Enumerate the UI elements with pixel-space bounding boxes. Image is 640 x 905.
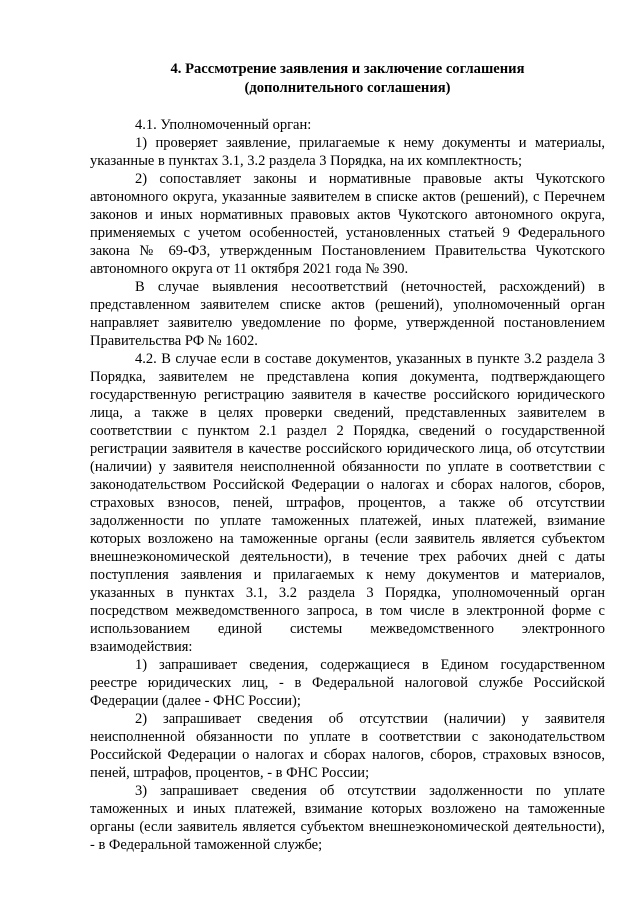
document-page [90, 60, 605, 854]
section-heading [90, 60, 605, 98]
paragraph-4-1-item-2: 2) сопоставляет законы и нормативные правовые акты Чукотского автономного округа, указанные заявителем в списке актов (решений), с Перечнем законов и иных нормативных правовых актов Чукотского автономного округа, применяемых с учетом особенностей, установленных статьей 9 Федерального закона № 69-ФЗ, утвержденным Постановлением Правительства Чукотского автономного округа от 11 октября 2021 года № 390. [90, 171, 605, 277]
paragraph-discrepancy-notice: В случае выявления несоответствий (неточностей, расхождений) в представленном заявителем списке актов (решений), уполномоченный орган направляет заявителю уведомление по форме, утвержденной постановлением Правительства РФ № 1602. [90, 279, 605, 349]
paragraph-4-2-item-3: 3) запрашивает сведения об отсутствии задолженности по уплате таможенных и иных платежей, взимание которых возложено на таможенные органы (если заявитель является субъектом внешнеэкономической деятельности), - в Федеральной таможенной службе; [90, 783, 605, 853]
section-heading-line-1: 4. Рассмотрение заявления и заключение соглашения [170, 61, 525, 77]
section-heading-line-2: (дополнительного соглашения) [244, 80, 451, 96]
paragraph-4-1-intro: 4.1. Уполномоченный орган: [135, 117, 312, 133]
paragraph-4-2-item-1: 1) запрашивает сведения, содержащиеся в Едином государственном реестре юридических лиц, - в Федеральной налоговой службе Российской Федерации (далее - ФНС России); [90, 657, 605, 709]
paragraph-4-2-item-2: 2) запрашивает сведения об отсутствии (наличии) у заявителя неисполненной обязанности по уплате в соответствии с законодательством Российской Федерации о налогах и сборах налогов, сборов, страховых взносов, пеней, штрафов, процентов, - в ФНС России; [90, 711, 605, 781]
paragraph-4-2: 4.2. В случае если в составе документов, указанных в пункте 3.2 раздела 3 Порядка, заявителем не представлена копия документа, подтверждающего государственную регистрацию заявителя в качестве российского юридического лица, а также в целях проверки сведений, представленных заявителем в соответствии с пунктом 2.1 раздел 2 Порядка, сведений о государственной регистрации заявителя в качестве российского юридического лица, об отсутствии (наличии) у заявителя неисполненной обязанности по уплате в соответствии с законодательством Российской Федерации о налогах и сборах налогов, сборов, страховых взносов, пеней, штрафов, процентов, а также об отсутствии задолженности по уплате таможенных платежей, иных платежей, взимание которых возложено на таможенные органы (если заявитель является субъектом внешнеэкономической деятельности), в течение трех рабочих дней с даты поступления заявления и прилагаемых к нему документов и материалов, указанных в пунктах 3.1, 3.2 раздела 3 Порядка, уполномоченный орган посредством межведомственного запроса, в том числе в электронной форме с использованием единой системы межведомственного электронного взаимодействия: [90, 351, 605, 655]
paragraph-4-1-item-1: 1) проверяет заявление, прилагаемые к нему документы и материалы, указанные в пунктах 3.1, 3.2 раздела 3 Порядка, на их комплектность; [90, 135, 605, 169]
